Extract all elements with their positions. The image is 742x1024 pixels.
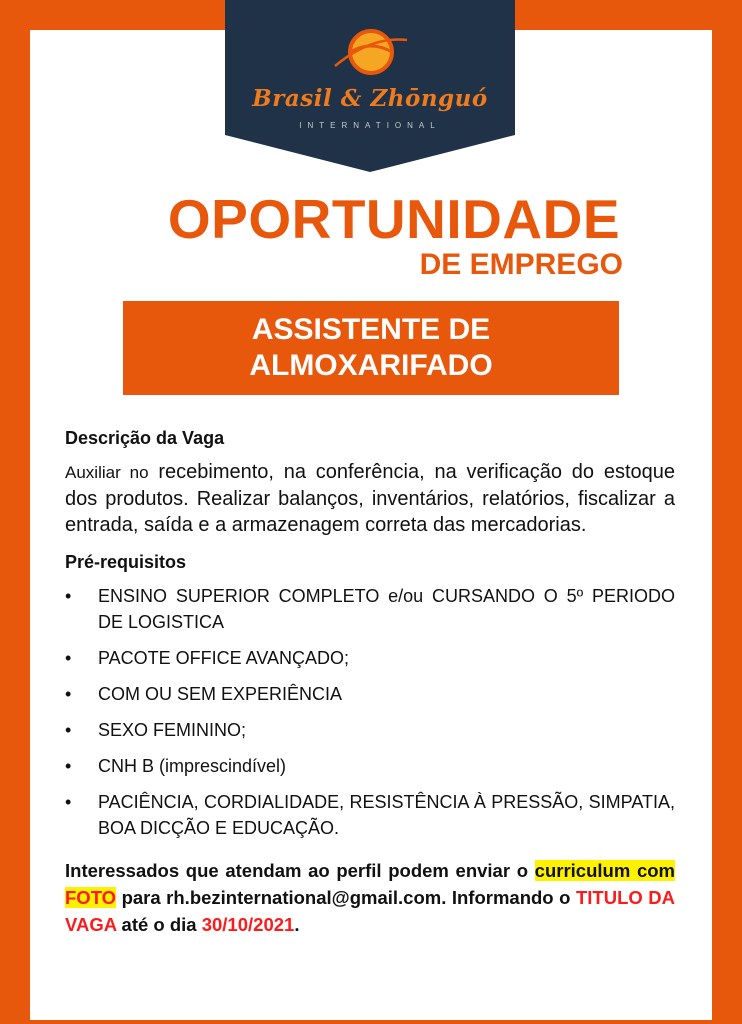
cta-part1: Interessados que atendam ao perfil podem enviar o xyxy=(65,860,535,881)
content xyxy=(65,428,675,938)
list-item xyxy=(65,645,675,671)
cta-part3: até o dia xyxy=(116,914,202,935)
cta-part4: . xyxy=(294,914,300,935)
cta-job-title-ref: TITULO DA VAGA xyxy=(65,887,676,935)
list-item xyxy=(65,681,675,707)
job-title-line1: ASSISTENTE DE xyxy=(251,313,491,346)
bullet: • xyxy=(65,648,72,668)
description-lead: Auxiliar no xyxy=(65,463,149,482)
bullet: • xyxy=(65,756,72,776)
requirement-text: CNH B (imprescindível) xyxy=(98,756,287,776)
bullet: • xyxy=(65,792,72,812)
headline-title: OPORTUNIDADE xyxy=(167,188,620,250)
call-to-action xyxy=(65,857,675,938)
description-text xyxy=(65,459,675,538)
bullet: • xyxy=(65,586,72,606)
requirements-list xyxy=(65,583,675,841)
requirement-text: PACIÊNCIA, CORDIALIDADE, RESISTÊNCIA À PRESSÃO, SIMPATIA, BOA DICÇÃO E EDUCAÇÃO. xyxy=(98,792,675,838)
bullet: • xyxy=(65,684,72,704)
list-item xyxy=(65,753,675,779)
description-body: recebimento, na conferência, na verificação do estoque dos produtos. Realizar balanços, inventários, relatórios, fiscalizar a entrada, saída e a armazenagem correta das mercadorias. xyxy=(65,461,675,536)
bullet: • xyxy=(65,720,72,740)
cta-photo: FOTO xyxy=(65,887,117,908)
job-title-box xyxy=(123,301,619,395)
requirements-title: Pré-requisitos xyxy=(65,552,187,572)
list-item xyxy=(65,717,675,743)
requirement-text: PACOTE OFFICE AVANÇADO; xyxy=(98,648,350,668)
requirement-text: SEXO FEMININO; xyxy=(98,720,247,740)
cta-part2: para rh.bezinternational@gmail.com. Informando o xyxy=(116,887,576,908)
requirement-text: ENSINO SUPERIOR COMPLETO e/ou CURSANDO O 5º PERIODO DE LOGISTICA xyxy=(98,586,675,632)
list-item xyxy=(65,789,675,841)
logo-subtitle: INTERNATIONAL xyxy=(299,121,441,130)
logo-name: Brasil & Zhōnguó xyxy=(252,85,488,112)
list-item xyxy=(65,583,675,635)
description-title: Descrição da Vaga xyxy=(65,428,225,448)
job-title-line2: ALMOXARIFADO xyxy=(249,349,493,382)
headline-subtitle: DE EMPREGO xyxy=(419,248,623,281)
cta-highlight-text: curriculum com xyxy=(534,860,675,881)
requirement-text: COM OU SEM EXPERIÊNCIA xyxy=(98,684,343,704)
cta-deadline: 30/10/2021 xyxy=(201,914,295,935)
